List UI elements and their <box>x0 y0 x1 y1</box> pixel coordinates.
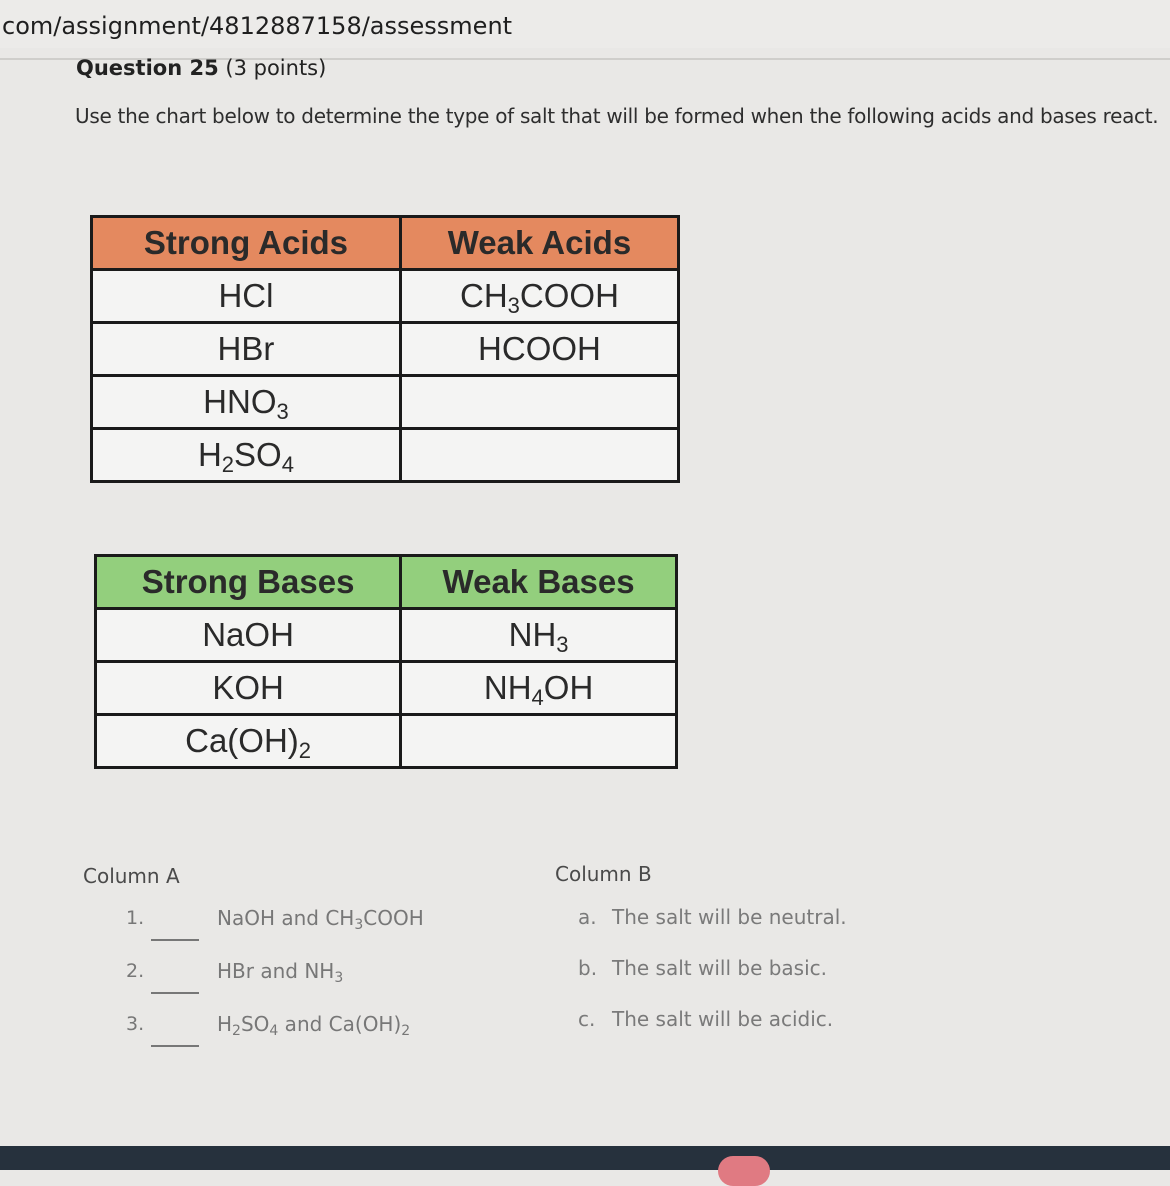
pair-text: and Ca(OH) <box>278 1012 402 1036</box>
table-cell: $H_2SO_4$ <box>92 429 401 482</box>
table-cell: $HNO_3$ <box>92 376 401 429</box>
weak-bases-header: Weak Bases <box>401 556 677 609</box>
table-cell: $NH_3$ <box>401 609 677 662</box>
answer-blank-2[interactable] <box>151 992 199 994</box>
option-text: The salt will be acidic. <box>612 1007 834 1031</box>
answer-blank-3[interactable] <box>151 1045 199 1047</box>
option-letter: c. <box>578 1007 596 1031</box>
table-row <box>92 376 679 429</box>
pair-subscript: 3 <box>334 970 344 986</box>
pair-text: HBr and NH <box>217 959 335 983</box>
question-title <box>76 56 326 80</box>
pair-subscript: 3 <box>354 917 364 933</box>
table-cell: $NH_4OH$ <box>401 662 677 715</box>
table-cell <box>400 376 678 429</box>
item-number: 3. <box>126 1013 145 1035</box>
pair-text: SO <box>240 1012 270 1036</box>
acids-table <box>90 215 680 483</box>
option-letter: b. <box>578 956 598 980</box>
table-row <box>92 429 679 482</box>
table-cell: NaOH <box>96 609 401 662</box>
option-text: The salt will be basic. <box>612 956 828 980</box>
table-header-row <box>96 556 677 609</box>
column-b-label: Column B <box>555 862 652 886</box>
taskbar-button[interactable] <box>718 1156 770 1186</box>
question-points: (3 points) <box>225 56 327 80</box>
table-row <box>92 270 679 323</box>
table-cell: HCl <box>92 270 401 323</box>
table-cell: HBr <box>92 323 401 376</box>
pair-subscript: 2 <box>401 1023 411 1039</box>
pair-subscript: 2 <box>232 1023 241 1039</box>
answer-blank-1[interactable] <box>151 939 199 941</box>
item-pair-3 <box>217 1012 411 1039</box>
table-cell: KOH <box>96 662 401 715</box>
pair-text: H <box>217 1012 233 1036</box>
table-header-row <box>92 217 679 270</box>
pair-text: COOH <box>363 906 424 930</box>
browser-address-bar[interactable] <box>0 0 1170 48</box>
item-pair-1 <box>217 906 424 933</box>
option-b <box>578 956 827 980</box>
option-a <box>578 905 847 929</box>
table-row <box>92 323 679 376</box>
strong-acids-header: Strong Acids <box>92 217 401 270</box>
table-cell <box>401 715 677 768</box>
option-letter: a. <box>578 905 597 929</box>
option-text: The salt will be neutral. <box>612 905 847 929</box>
bases-table <box>94 554 678 769</box>
pair-text: NaOH and CH <box>217 906 355 930</box>
table-cell <box>400 429 678 482</box>
option-c <box>578 1007 833 1031</box>
item-pair-2 <box>217 959 344 986</box>
table-cell: HCOOH <box>400 323 678 376</box>
table-row <box>96 609 677 662</box>
strong-bases-header: Strong Bases <box>96 556 401 609</box>
question-number: Question 25 <box>76 56 219 80</box>
taskbar <box>0 1146 1170 1170</box>
item-number: 2. <box>126 960 145 982</box>
pair-subscript: 4 <box>269 1023 279 1039</box>
table-cell: $CH_3COOH$ <box>400 270 678 323</box>
table-row <box>96 662 677 715</box>
weak-acids-header: Weak Acids <box>400 217 678 270</box>
question-instruction: Use the chart below to determine the type of salt that will be formed when the following acids and bases react. <box>75 104 1159 128</box>
column-a-label: Column A <box>83 864 180 888</box>
table-row <box>96 715 677 768</box>
item-number: 1. <box>126 907 145 929</box>
table-cell: $Ca(OH)_2$ <box>96 715 401 768</box>
url-text[interactable]: com/assignment/4812887158/assessment <box>2 12 513 40</box>
